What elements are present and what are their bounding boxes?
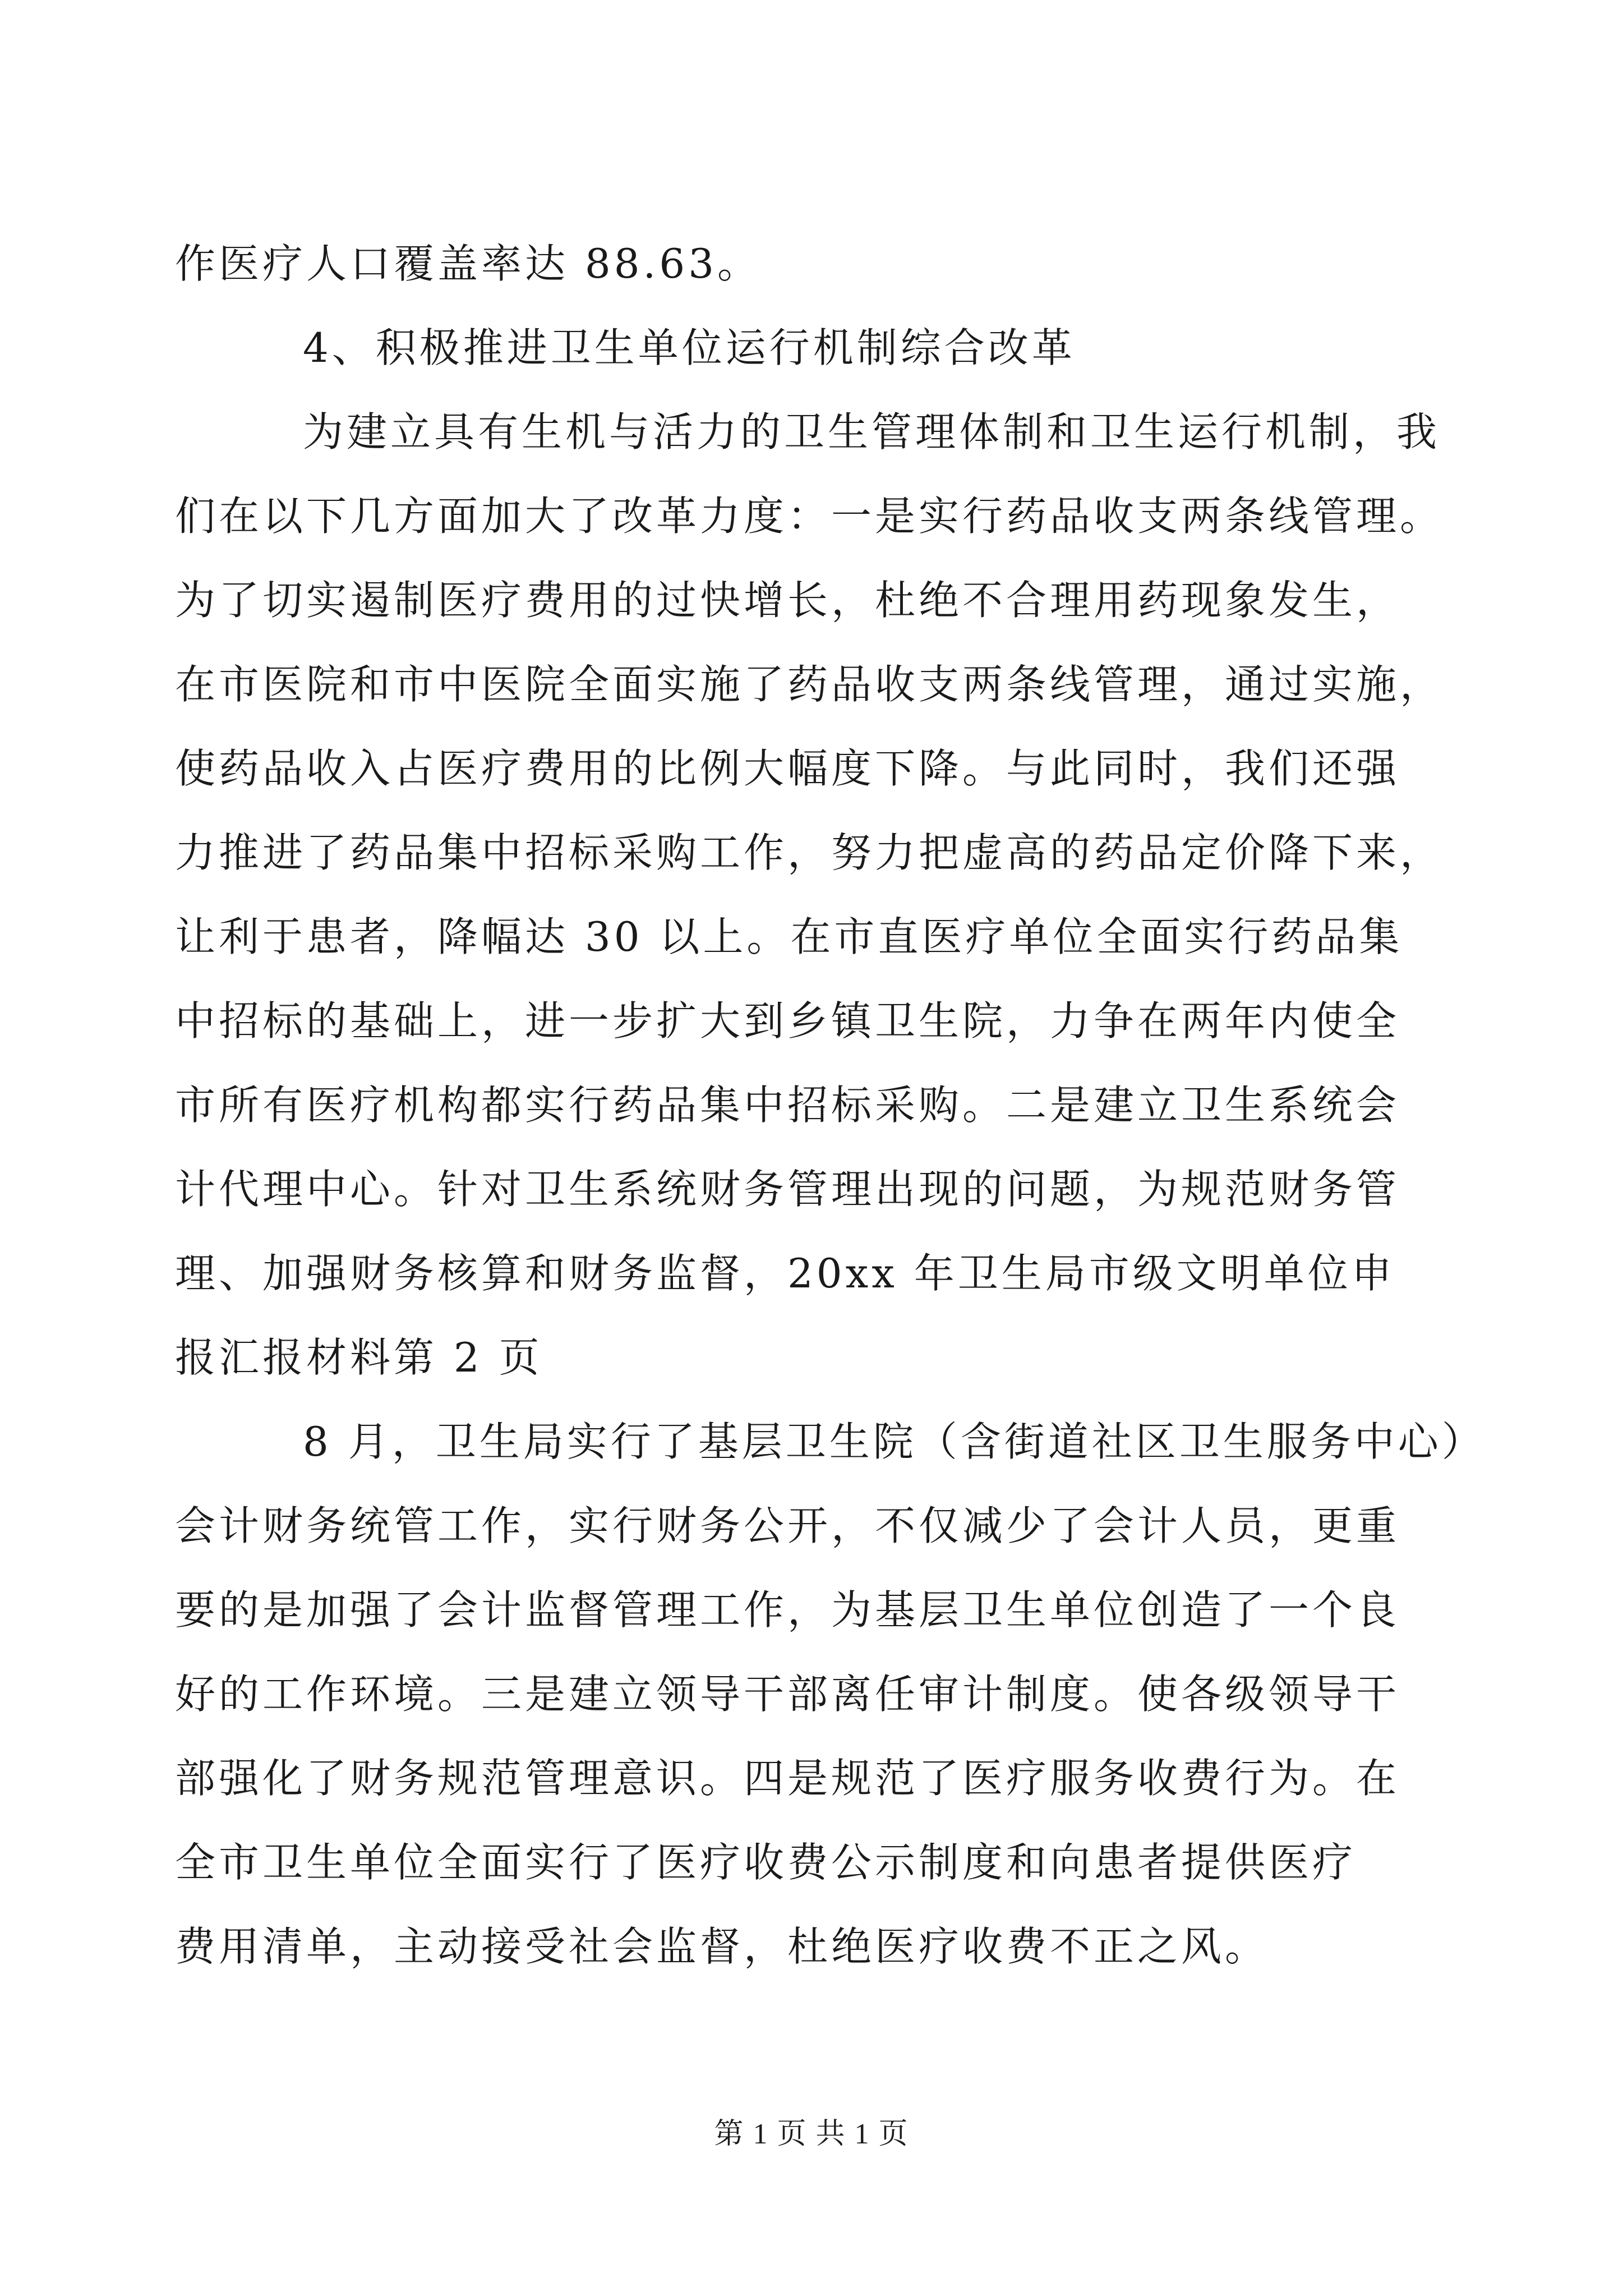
text-line: 让利于患者，降幅达 30 以上。在市直医疗单位全面实行药品集 (175, 913, 1403, 960)
text-line: 要的是加强了会计监督管理工作，为基层卫生单位创造了一个良 (175, 1586, 1400, 1634)
text-line: 使药品收入占医疗费用的比例大幅度下降。与此同时，我们还强 (175, 745, 1400, 792)
section-heading: 4、积极推进卫生单位运行机制综合改革 (303, 324, 1076, 371)
text-line: 8 月，卫生局实行了基层卫生院（含街道社区卫生服务中心） (303, 1418, 1486, 1465)
text-line: 力推进了药品集中招标采购工作，努力把虚高的药品定价降下来， (175, 829, 1444, 876)
text-line: 费用清单，主动接受社会监督，杜绝医疗收费不正之风。 (175, 1923, 1269, 1970)
text-line: 部强化了财务规范管理意识。四是规范了医疗服务收费行为。在 (175, 1755, 1400, 1802)
text-line: 报汇报材料第 2 页 (175, 1334, 543, 1381)
text-line: 会计财务统管工作，实行财务公开，不仅减少了会计人员，更重 (175, 1502, 1400, 1549)
text-line: 中招标的基础上，进一步扩大到乡镇卫生院，力争在两年内使全 (175, 997, 1400, 1045)
text-line: 计代理中心。针对卫生系统财务管理出现的问题，为规范财务管 (175, 1166, 1400, 1213)
text-line: 理、加强财务核算和财务监督，20xx 年卫生局市级文明单位申 (175, 1250, 1395, 1297)
text-line: 好的工作环境。三是建立领导干部离任审计制度。使各级领导干 (175, 1671, 1400, 1718)
text-line: 作医疗人口覆盖率达 88.63。 (175, 240, 762, 287)
text-line: 为建立具有生机与活力的卫生管理体制和卫生运行机制，我 (303, 408, 1441, 455)
text-line: 在市医院和市中医院全面实施了药品收支两条线管理，通过实施， (175, 661, 1444, 708)
page-number-footer: 第 1 页 共 1 页 (714, 2118, 909, 2150)
text-line: 市所有医疗机构都实行药品集中招标采购。二是建立卫生系统会 (175, 1082, 1400, 1129)
text-line: 全市卫生单位全面实行了医疗收费公示制度和向患者提供医疗 (175, 1839, 1357, 1886)
text-line: 为了切实遏制医疗费用的过快增长，杜绝不合理用药现象发生， (175, 577, 1400, 624)
text-line: 们在以下几方面加大了改革力度：一是实行药品收支两条线管理。 (175, 493, 1444, 540)
